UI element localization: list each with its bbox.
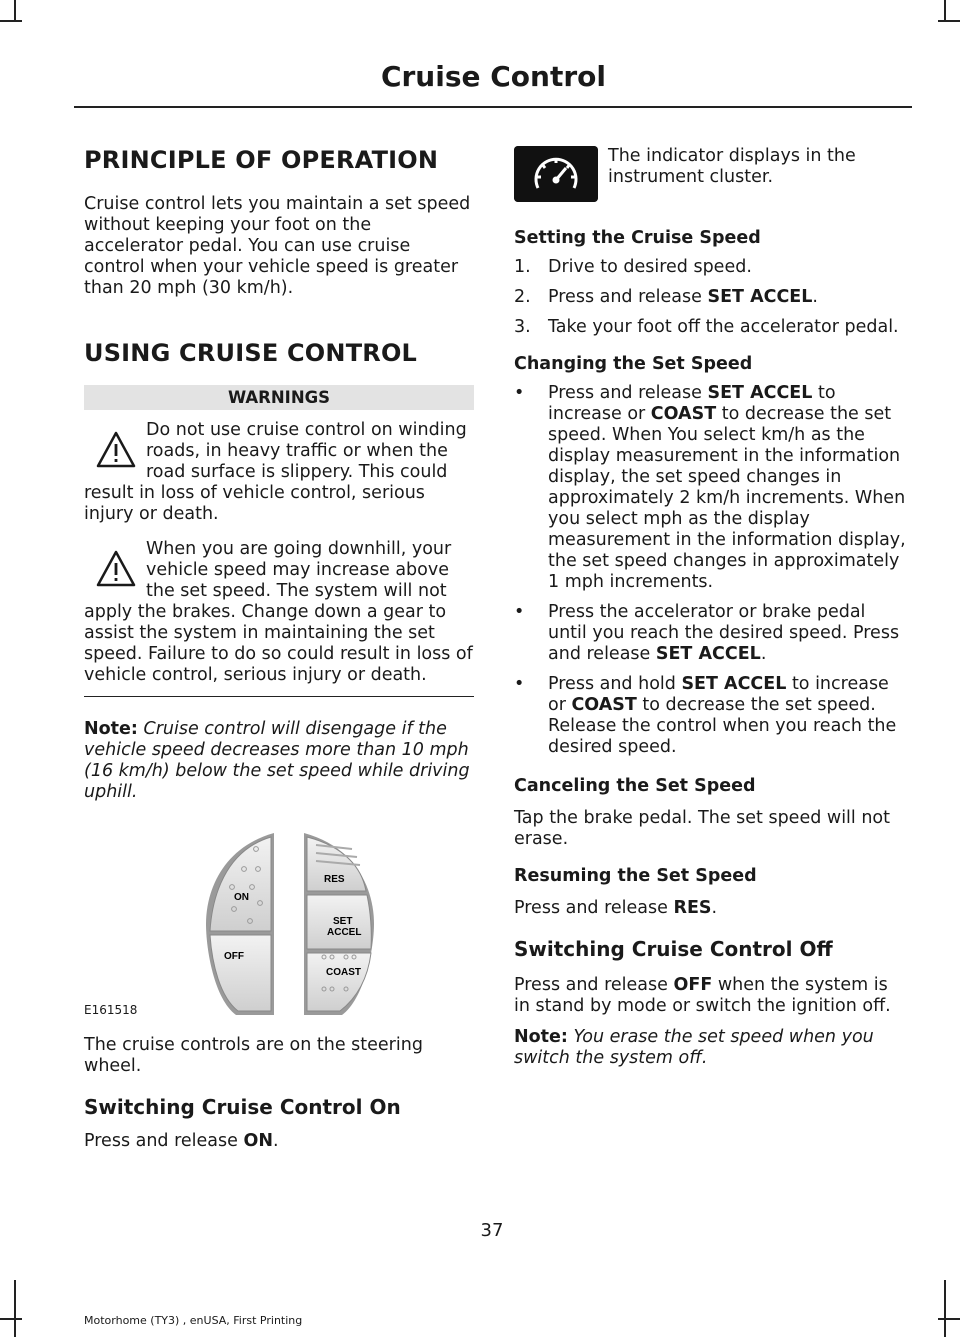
set-button-label: SET xyxy=(333,916,353,927)
figure-id: E161518 xyxy=(84,1003,138,1017)
resume-paragraph xyxy=(514,898,909,919)
note xyxy=(84,719,474,803)
left-column xyxy=(84,146,474,1152)
text-run: Press and release xyxy=(548,383,708,403)
setting-steps xyxy=(514,257,909,338)
text-run: Press and release xyxy=(514,898,674,918)
subheading-resuming: Resuming the Set Speed xyxy=(514,866,757,886)
step-text xyxy=(548,287,818,308)
text-run: Press and release xyxy=(548,287,708,307)
warning-triangle-icon xyxy=(96,549,136,589)
key-set-accel: SET ACCEL xyxy=(707,287,813,307)
right-column xyxy=(514,146,909,1069)
key-set-accel: SET ACCEL xyxy=(681,674,787,694)
warning-text: When you are going downhill, your vehicle speed may increase above the set speed. The system will not apply the brakes. Change down a gear to assist the system in maintaining the set speed. Failure to do so could result in loss of vehicle control, serious injury or death. xyxy=(84,539,473,685)
text-run: Press the accelerator or brake pedal until you reach the desired speed. Press and release xyxy=(548,602,900,664)
on-button-label: ON xyxy=(234,892,249,903)
text-run: . xyxy=(711,898,718,918)
text-run: Press and release xyxy=(514,975,674,995)
cancel-paragraph: Tap the brake pedal. The set speed will not erase. xyxy=(514,808,891,849)
text-run: to increase or xyxy=(548,674,889,715)
text-run: Press and hold xyxy=(548,674,682,694)
text-run: Drive to desired speed. xyxy=(548,257,752,277)
crop-mark xyxy=(938,20,960,22)
subheading-canceling: Canceling the Set Speed xyxy=(514,776,756,796)
header-divider xyxy=(74,106,912,108)
key-res: RES xyxy=(673,898,712,918)
key-coast: COAST xyxy=(650,404,717,424)
subheading-setting: Setting the Cruise Speed xyxy=(514,228,761,248)
text-run: . xyxy=(812,287,818,307)
page-title: Cruise Control xyxy=(380,60,606,93)
controls-paragraph: The cruise controls are on the steering wheel. xyxy=(84,1035,423,1076)
warning-block xyxy=(84,539,474,697)
step-text xyxy=(548,257,752,278)
crop-mark xyxy=(938,1318,960,1320)
page-number: 37 xyxy=(480,1220,504,1241)
list-item xyxy=(514,317,909,338)
cruise-controls-figure xyxy=(84,829,474,1019)
text-run: when the system is in stand by mode or switch the ignition off. xyxy=(514,975,891,1016)
text-run: Press and release xyxy=(84,1131,244,1151)
key-set-accel: SET ACCEL xyxy=(707,383,813,403)
text-run: . xyxy=(760,644,767,664)
off-button-label: OFF xyxy=(224,951,244,962)
indicator-text: The indicator displays in the instrument cluster. xyxy=(608,146,856,187)
step-number: 1. xyxy=(514,257,531,277)
crop-mark xyxy=(14,0,16,22)
coast-button-label: COAST xyxy=(326,967,361,978)
note-text: Cruise control will disengage if the vehicle speed decreases more than 10 mph (16 km/h) below the set speed while driving uphill. xyxy=(84,719,470,802)
off-paragraph xyxy=(514,975,909,1017)
warning-text: Do not use cruise control on winding roads, in heavy traffic or when the road surface is slippery. This could result in loss of vehicle control, serious injury or death. xyxy=(84,420,467,524)
list-item xyxy=(514,602,909,665)
changing-bullets xyxy=(514,383,909,758)
crop-mark xyxy=(0,20,22,22)
text-run: Take your foot off the accelerator pedal. xyxy=(548,317,899,337)
text-run: to decrease the set speed. Release the control when you reach the desired speed. xyxy=(548,695,897,757)
key-set-accel: SET ACCEL xyxy=(655,644,761,664)
steering-wheel-buttons-illustration xyxy=(84,829,474,1019)
list-item xyxy=(514,383,909,593)
list-item xyxy=(514,257,909,278)
note xyxy=(514,1027,909,1069)
subheading-switching-off: Switching Cruise Control Off xyxy=(514,937,833,961)
on-paragraph xyxy=(84,1131,474,1152)
section-heading-using: USING CRUISE CONTROL xyxy=(84,339,418,367)
crop-mark xyxy=(944,1280,946,1337)
list-item xyxy=(514,674,909,758)
warnings-header: WARNINGS xyxy=(84,385,474,410)
crop-mark xyxy=(944,0,946,22)
text-run: to increase or xyxy=(548,383,836,424)
list-item xyxy=(514,287,909,308)
crop-mark xyxy=(0,1318,22,1320)
note-label: Note: xyxy=(514,1027,568,1047)
subheading-switching-on: Switching Cruise Control On xyxy=(84,1095,401,1119)
bullet-mark: • xyxy=(514,383,525,403)
indicator-block xyxy=(514,146,909,202)
crop-mark xyxy=(14,1280,16,1337)
bullet-text xyxy=(548,674,909,758)
step-text xyxy=(548,317,899,338)
cruise-control-indicator-icon xyxy=(514,146,598,202)
section-heading-principle: PRINCIPLE OF OPERATION xyxy=(84,146,439,174)
accel-button-label: ACCEL xyxy=(327,927,362,938)
principle-paragraph: Cruise control lets you maintain a set speed without keeping your foot on the accelerator pedal. You can use cruise control when your vehicle speed is greater than 20 mph (30 km/h). xyxy=(84,194,471,298)
key-on: ON xyxy=(243,1131,274,1151)
bullet-mark: • xyxy=(514,602,525,622)
bullet-text xyxy=(548,383,909,593)
key-coast: COAST xyxy=(571,695,637,715)
key-off: OFF xyxy=(673,975,713,995)
step-number: 3. xyxy=(514,317,531,337)
note-label: Note: xyxy=(84,719,138,739)
subheading-changing: Changing the Set Speed xyxy=(514,354,753,374)
bullet-text xyxy=(548,602,909,665)
warning-block xyxy=(84,420,474,525)
text-run: . xyxy=(273,1131,279,1151)
step-number: 2. xyxy=(514,287,531,307)
footer-printing-info: Motorhome (TY3) , enUSA, First Printing xyxy=(84,1314,303,1327)
res-button-label: RES xyxy=(324,874,345,885)
text-run: to decrease the set speed. When You select km/h as the display measurement in the information display, the set speed changes in approximately 2 km/h increments. When you select mph as the display measurement in the information display, the set speed changes in approximately 1 mph increments. xyxy=(548,404,906,592)
warning-triangle-icon xyxy=(96,430,136,470)
note-text: You erase the set speed when you switch the system off. xyxy=(514,1027,874,1068)
bullet-mark: • xyxy=(514,674,525,694)
